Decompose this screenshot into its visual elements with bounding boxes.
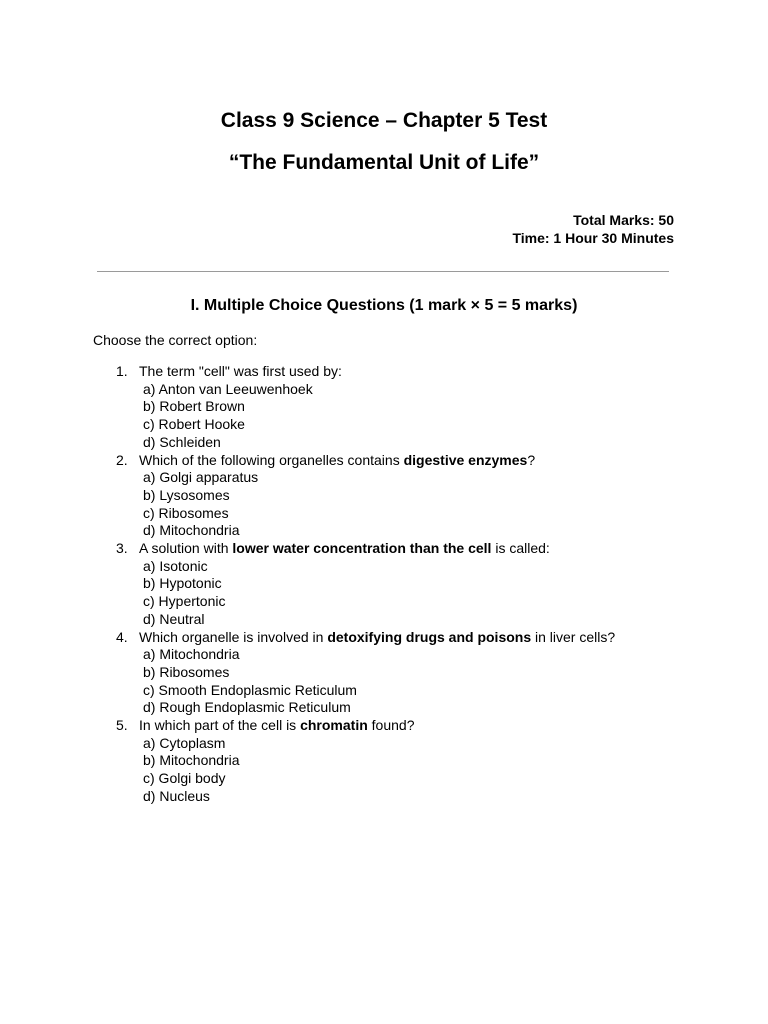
total-marks: Total Marks: 50 [573, 212, 674, 228]
option-item: a) Cytoplasm [143, 734, 226, 751]
option-item: a) Anton van Leeuwenhoek [143, 380, 313, 397]
option-item: c) Robert Hooke [143, 416, 245, 433]
option-item: a) Golgi apparatus [143, 469, 259, 486]
option-item: b) Mitochondria [143, 752, 240, 769]
question-text-part: Which organelle is involved in [139, 628, 328, 645]
question-number: 4. [116, 628, 128, 645]
question-item [116, 629, 716, 718]
option-item: b) Robert Brown [143, 398, 245, 415]
question-text [139, 717, 414, 735]
question-line [116, 540, 716, 558]
option-item: d) Nucleus [143, 787, 210, 804]
option-list [116, 646, 716, 717]
option-item: d) Neutral [143, 610, 205, 627]
option-item: b) Lysosomes [143, 486, 230, 503]
question-item [116, 717, 716, 806]
time-limit: Time: 1 Hour 30 Minutes [512, 230, 674, 246]
question-text-part: A solution with [139, 540, 233, 557]
question-item [116, 363, 716, 452]
question-text-part: in liver cells? [531, 628, 616, 645]
option-item: d) Mitochondria [143, 522, 240, 539]
question-text-part: Which of the following organelles contains [139, 451, 404, 468]
option-item: b) Hypotonic [143, 575, 222, 592]
option-item: d) Schleiden [143, 433, 221, 450]
question-text-part: The term "cell" was first used by: [139, 363, 342, 379]
question-line [116, 363, 716, 381]
question-text-part: In which part of the cell is [139, 717, 301, 734]
question-text-part: is called: [491, 540, 550, 557]
option-list [116, 381, 716, 452]
question-text-part: found? [367, 717, 415, 734]
option-item: a) Mitochondria [143, 646, 240, 663]
question-line [116, 452, 716, 470]
option-list [116, 558, 716, 629]
option-item: c) Smooth Endoplasmic Reticulum [143, 681, 357, 698]
question-text-emphasis: detoxifying drugs and poisons [327, 628, 532, 645]
question-number: 3. [116, 540, 128, 557]
question-number: 1. [116, 363, 128, 379]
option-item: c) Golgi body [143, 770, 226, 787]
question-list [116, 363, 716, 806]
question-text-emphasis: lower water concentration than the cell [232, 540, 492, 557]
test-title: Class 9 Science – Chapter 5 Test [220, 109, 548, 132]
question-item [116, 540, 716, 629]
question-item [116, 452, 716, 541]
section-heading: I. Multiple Choice Questions (1 mark × 5 = 5 marks) [190, 297, 578, 314]
option-item: c) Ribosomes [143, 504, 229, 521]
option-list [116, 735, 716, 806]
question-text [139, 629, 615, 647]
question-number: 2. [116, 451, 128, 468]
option-item: d) Rough Endoplasmic Reticulum [143, 699, 351, 716]
question-text-emphasis: digestive enzymes [403, 451, 528, 468]
question-text-emphasis: chromatin [300, 717, 368, 734]
option-list [116, 469, 716, 540]
option-item: c) Hypertonic [143, 593, 226, 610]
question-line [116, 717, 716, 735]
question-number: 5. [116, 717, 128, 734]
option-item: b) Ribosomes [143, 663, 230, 680]
question-text [139, 540, 550, 558]
test-meta [512, 211, 674, 247]
section-instruction: Choose the correct option: [93, 332, 258, 348]
question-text-part: ? [527, 451, 536, 468]
horizontal-divider [97, 271, 669, 272]
question-text [139, 363, 342, 381]
question-text [139, 452, 535, 470]
question-line [116, 629, 716, 647]
chapter-title: “The Fundamental Unit of Life” [228, 151, 540, 174]
option-item: a) Isotonic [143, 557, 208, 574]
